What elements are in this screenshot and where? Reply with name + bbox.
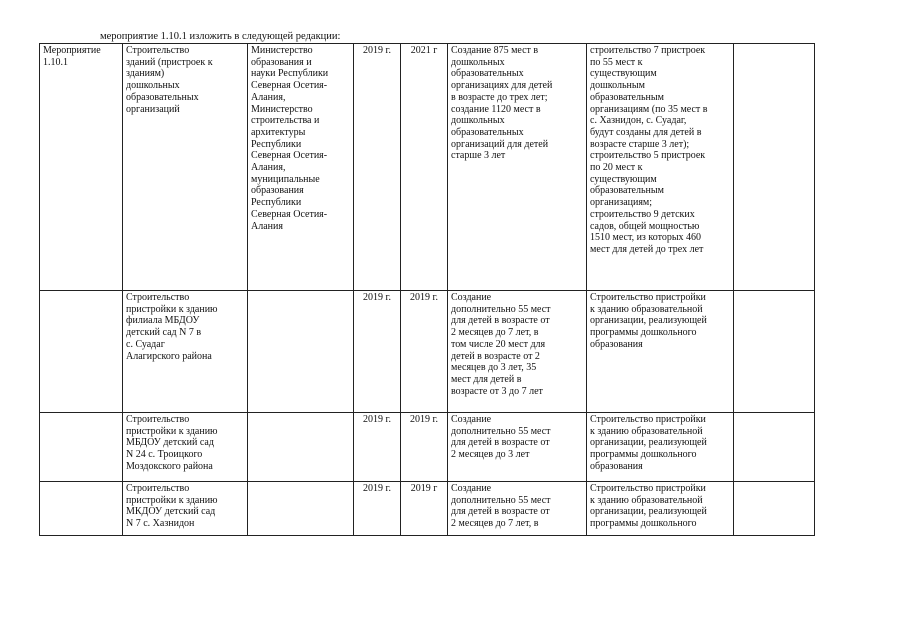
- executor-cell: [248, 413, 354, 482]
- intro-text: мероприятие 1.10.1 изложить в следующей редакции:: [100, 31, 341, 42]
- content-cell: Строительство пристройки к зданию образовательной организации, реализующей программы дошкольного образования: [587, 413, 734, 482]
- table-row: [40, 44, 815, 291]
- activity-name-cell: Строительство пристройки к зданию филиала МБДОУ детский сад N 7 в с. Суадаг Алагирского района: [123, 291, 248, 413]
- activity-id-cell: [40, 413, 123, 482]
- result-cell: Создание дополнительно 55 мест для детей в возрасте от 2 месяцев до 3 лет: [448, 413, 587, 482]
- executor-cell: Министерство образования и науки Республики Северная Осетия- Алания, Министерство строительства и архитектуры Республики Северная Осетия- Алания, муниципальные образования Республики Северная Осетия- Алания: [248, 44, 354, 291]
- table-row: [40, 291, 815, 413]
- activity-name-cell: Строительство пристройки к зданию МБДОУ детский сад N 24 с. Троицкого Моздокского района: [123, 413, 248, 482]
- content-cell: строительство 7 пристроек по 55 мест к существующим дошкольным образовательным организациям (по 35 мест в с. Хазнидон, с. Суадаг, будут созданы для детей в возрасте старше 3 лет); строительство 5 пристроек по 20 мест к существующим образовательным организациям; строительство 9 детских садов, общей мощностью 1510 мест, из которых 460 мест для детей до трех лет: [587, 44, 734, 291]
- activity-id-cell: [40, 291, 123, 413]
- end-year-cell: 2019 г.: [401, 291, 448, 413]
- executor-cell: [248, 482, 354, 536]
- result-cell: Создание дополнительно 55 мест для детей в возрасте от 2 месяцев до 7 лет, в том числе 20 мест для детей в возрасте от 2 месяцев до 3 лет, 35 мест для детей в возрасте от 3 до 7 лет: [448, 291, 587, 413]
- content-cell: Строительство пристройки к зданию образовательной организации, реализующей программы дошкольного: [587, 482, 734, 536]
- activity-name-cell: Строительство зданий (пристроек к зданиям) дошкольных образовательных организаций: [123, 44, 248, 291]
- end-year-cell: 2019 г: [401, 482, 448, 536]
- result-cell: Создание дополнительно 55 мест для детей в возрасте от 2 месяцев до 7 лет, в: [448, 482, 587, 536]
- extra-cell: [734, 482, 815, 536]
- activity-name-cell: Строительство пристройки к зданию МКДОУ детский сад N 7 с. Хазнидон: [123, 482, 248, 536]
- content-cell: Строительство пристройки к зданию образовательной организации, реализующей программы дошкольного образования: [587, 291, 734, 413]
- table-row: [40, 413, 815, 482]
- activity-id-cell: [40, 482, 123, 536]
- activity-id-cell: Мероприятие 1.10.1: [40, 44, 123, 291]
- extra-cell: [734, 413, 815, 482]
- start-year-cell: 2019 г.: [354, 413, 401, 482]
- start-year-cell: 2019 г.: [354, 291, 401, 413]
- executor-cell: [248, 291, 354, 413]
- table-row: [40, 482, 815, 536]
- end-year-cell: 2021 г: [401, 44, 448, 291]
- extra-cell: [734, 44, 815, 291]
- extra-cell: [734, 291, 815, 413]
- end-year-cell: 2019 г.: [401, 413, 448, 482]
- activities-table: [39, 43, 815, 536]
- result-cell: Создание 875 мест в дошкольных образовательных организациях для детей в возрасте до трех лет; создание 1120 мест в дошкольных образовательных организаций для детей старше 3 лет: [448, 44, 587, 291]
- start-year-cell: 2019 г.: [354, 44, 401, 291]
- start-year-cell: 2019 г.: [354, 482, 401, 536]
